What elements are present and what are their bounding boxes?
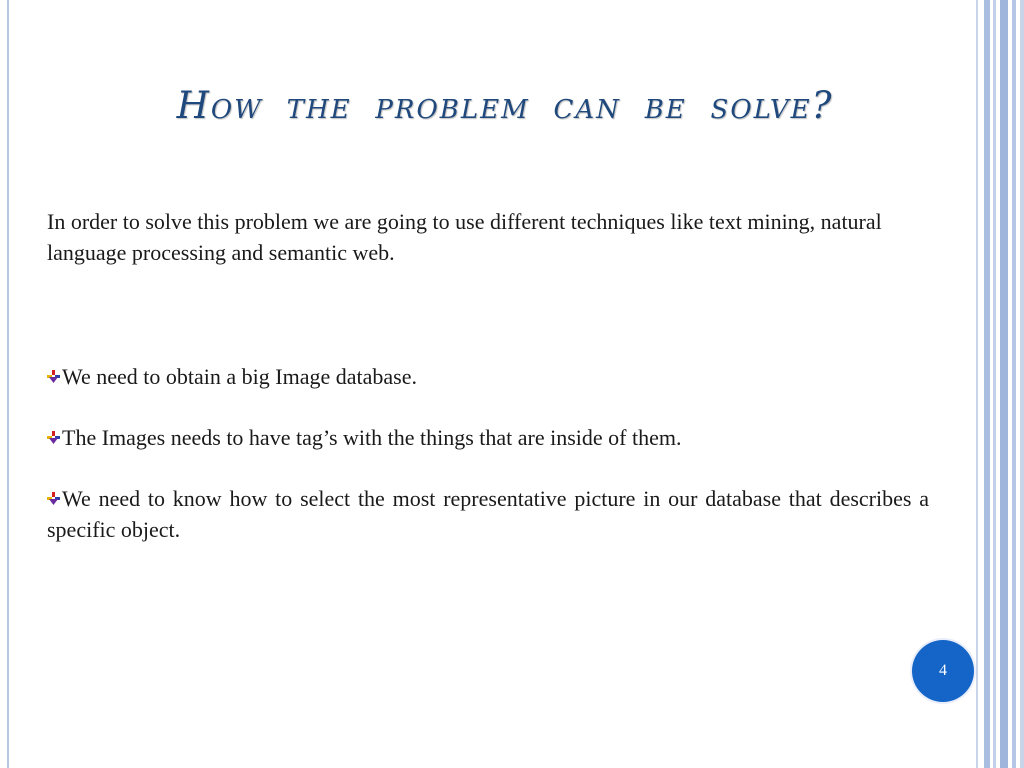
list-item: [47, 361, 929, 392]
list-item: [47, 422, 929, 453]
slide-title: How the problem can be solve?: [176, 84, 834, 127]
left-border-line: [7, 0, 9, 768]
four-color-arrow-bullet-icon: [47, 431, 60, 444]
intro-paragraph: In order to solve this problem we are going to use different techniques like text mining, natural language processing and semantic web.: [47, 209, 882, 265]
four-color-arrow-bullet-icon: [47, 492, 60, 505]
page-number: 4: [939, 662, 947, 679]
list-item: [47, 483, 929, 545]
right-decorative-stripes: [976, 0, 1024, 768]
bullet-text: The Images needs to have tag’s with the things that are inside of them.: [62, 425, 682, 450]
page-number-badge: [912, 640, 974, 702]
bullet-text: We need to obtain a big Image database.: [62, 364, 417, 389]
four-color-arrow-bullet-icon: [47, 370, 60, 383]
bullet-text: We need to know how to select the most representative picture in our database that describes a specific object.: [47, 486, 929, 542]
